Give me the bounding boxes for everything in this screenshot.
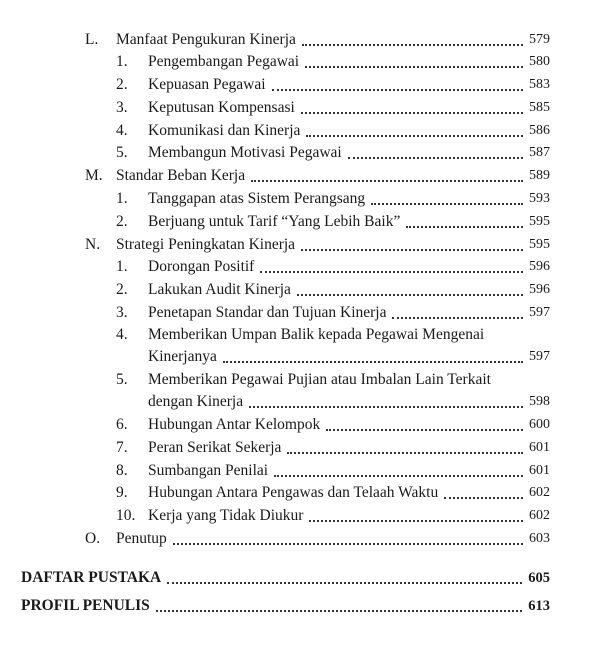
section-marker: O. (85, 530, 101, 547)
toc-title: Kepuasan Pegawai (148, 76, 266, 93)
item-number: 3. (116, 304, 128, 321)
toc-entry (116, 235, 550, 255)
page-number: 603 (529, 531, 550, 546)
leader-dots (348, 157, 523, 159)
toc-entry (148, 52, 550, 72)
leader-dots (249, 406, 523, 408)
item-number: 1. (116, 258, 128, 275)
page-number: 598 (529, 394, 550, 409)
toc-title: PROFIL PENULIS (21, 597, 150, 614)
page-number: 601 (529, 463, 550, 478)
page-number: 586 (529, 123, 550, 138)
page-number: 602 (529, 485, 550, 500)
toc-entry (148, 189, 550, 209)
toc-entry (148, 121, 550, 141)
toc-entry (148, 75, 550, 95)
leader-dots (223, 361, 523, 363)
section-marker: N. (85, 236, 101, 253)
leader-dots (272, 89, 524, 91)
page-number: 589 (529, 168, 550, 183)
toc-entry (148, 303, 550, 323)
item-number: 1. (116, 190, 128, 207)
toc-title: Tanggapan atas Sistem Perangsang (148, 190, 366, 207)
toc-entry (148, 257, 550, 277)
leader-dots (406, 226, 523, 228)
page-number: 593 (529, 191, 550, 206)
item-number: 5. (116, 144, 128, 161)
page-number: 601 (529, 440, 550, 455)
leader-dots (309, 520, 523, 522)
page-number: 605 (528, 570, 550, 586)
toc-title: Kinerjanya (148, 348, 217, 365)
toc-title: Hubungan Antara Pengawas dan Telaah Waktu (148, 484, 439, 501)
leader-dots (260, 271, 523, 273)
toc-entry (148, 415, 550, 435)
toc-title: Hubungan Antar Kelompok (148, 416, 321, 433)
item-number: 2. (116, 281, 128, 298)
toc-entry (148, 347, 550, 367)
toc-entry (148, 143, 550, 163)
toc-entry (116, 166, 550, 186)
page-number: 600 (529, 417, 550, 432)
page-number: 602 (529, 508, 550, 523)
toc-title: Strategi Peningkatan Kinerja (116, 236, 296, 253)
toc-title: Pengembangan Pegawai (148, 53, 300, 70)
toc-entry (116, 529, 550, 549)
toc-title-line: Memberikan Umpan Balik kepada Pegawai Mengenai (148, 326, 485, 343)
page-number: 597 (529, 305, 550, 320)
toc-title: Berjuang untuk Tarif “Yang Lebih Baik” (148, 213, 401, 230)
leader-dots (173, 543, 523, 545)
leader-dots (167, 582, 522, 584)
toc-title: Membangun Motivasi Pegawai (148, 144, 342, 161)
toc-title: Penetapan Standar dan Tujuan Kinerja (148, 304, 387, 321)
page-number: 585 (529, 100, 550, 115)
toc-title: Standar Beban Kerja (116, 167, 246, 184)
toc-title: DAFTAR PUSTAKA (21, 569, 162, 586)
item-number: 1. (116, 53, 128, 70)
toc-entry (148, 280, 550, 300)
page-number: 613 (528, 598, 550, 614)
item-number: 8. (116, 462, 128, 479)
toc-title: Keputusan Kompensasi (148, 99, 295, 116)
page-number: 596 (529, 259, 550, 274)
leader-dots (297, 294, 523, 296)
leader-dots (301, 112, 523, 114)
toc-title: Sumbangan Penilai (148, 462, 269, 479)
leader-dots (287, 452, 523, 454)
toc-entry (148, 461, 550, 481)
toc-title: Penutup (116, 530, 167, 547)
toc-title-line: Memberikan Pegawai Pujian atau Imbalan Lain Terkait (148, 371, 491, 388)
item-number: 5. (116, 371, 128, 388)
page-number: 583 (529, 77, 550, 92)
page-number: 596 (529, 282, 550, 297)
back-matter-entry (21, 568, 550, 588)
page-number: 579 (529, 32, 550, 47)
toc-entry (148, 483, 550, 503)
toc-title: Dorongan Positif (148, 258, 255, 275)
leader-dots (326, 429, 523, 431)
item-number: 10. (116, 507, 136, 524)
leader-dots (302, 44, 523, 46)
leader-dots (444, 497, 523, 499)
toc-title: Lakukan Audit Kinerja (148, 281, 291, 298)
section-marker: M. (85, 167, 103, 184)
leader-dots (301, 249, 523, 251)
item-number: 9. (116, 484, 128, 501)
section-marker: L. (85, 31, 99, 48)
toc-title: Kerja yang Tidak Diukur (148, 507, 304, 524)
back-matter-entry (21, 596, 550, 616)
item-number: 2. (116, 76, 128, 93)
leader-dots (274, 475, 523, 477)
leader-dots (392, 317, 523, 319)
leader-dots (251, 180, 523, 182)
toc-entry (148, 98, 550, 118)
toc-title: Peran Serikat Sekerja (148, 439, 282, 456)
item-number: 4. (116, 122, 128, 139)
leader-dots (156, 610, 522, 612)
page-number: 597 (529, 349, 550, 364)
leader-dots (305, 66, 523, 68)
page-number: 580 (529, 54, 550, 69)
toc-title: dengan Kinerja (148, 393, 244, 410)
page-number: 595 (529, 214, 550, 229)
item-number: 7. (116, 439, 128, 456)
item-number: 4. (116, 326, 128, 343)
toc-entry (148, 392, 550, 412)
toc-entry (148, 212, 550, 232)
page-number: 587 (529, 145, 550, 160)
toc-entry (148, 438, 550, 458)
item-number: 2. (116, 213, 128, 230)
toc-entry (148, 506, 550, 526)
item-number: 6. (116, 416, 128, 433)
leader-dots (371, 203, 523, 205)
toc-title: Komunikasi dan Kinerja (148, 122, 301, 139)
leader-dots (306, 135, 523, 137)
page-number: 595 (529, 237, 550, 252)
toc-title: Manfaat Pengukuran Kinerja (116, 31, 296, 48)
toc-entry (116, 30, 550, 50)
item-number: 3. (116, 99, 128, 116)
